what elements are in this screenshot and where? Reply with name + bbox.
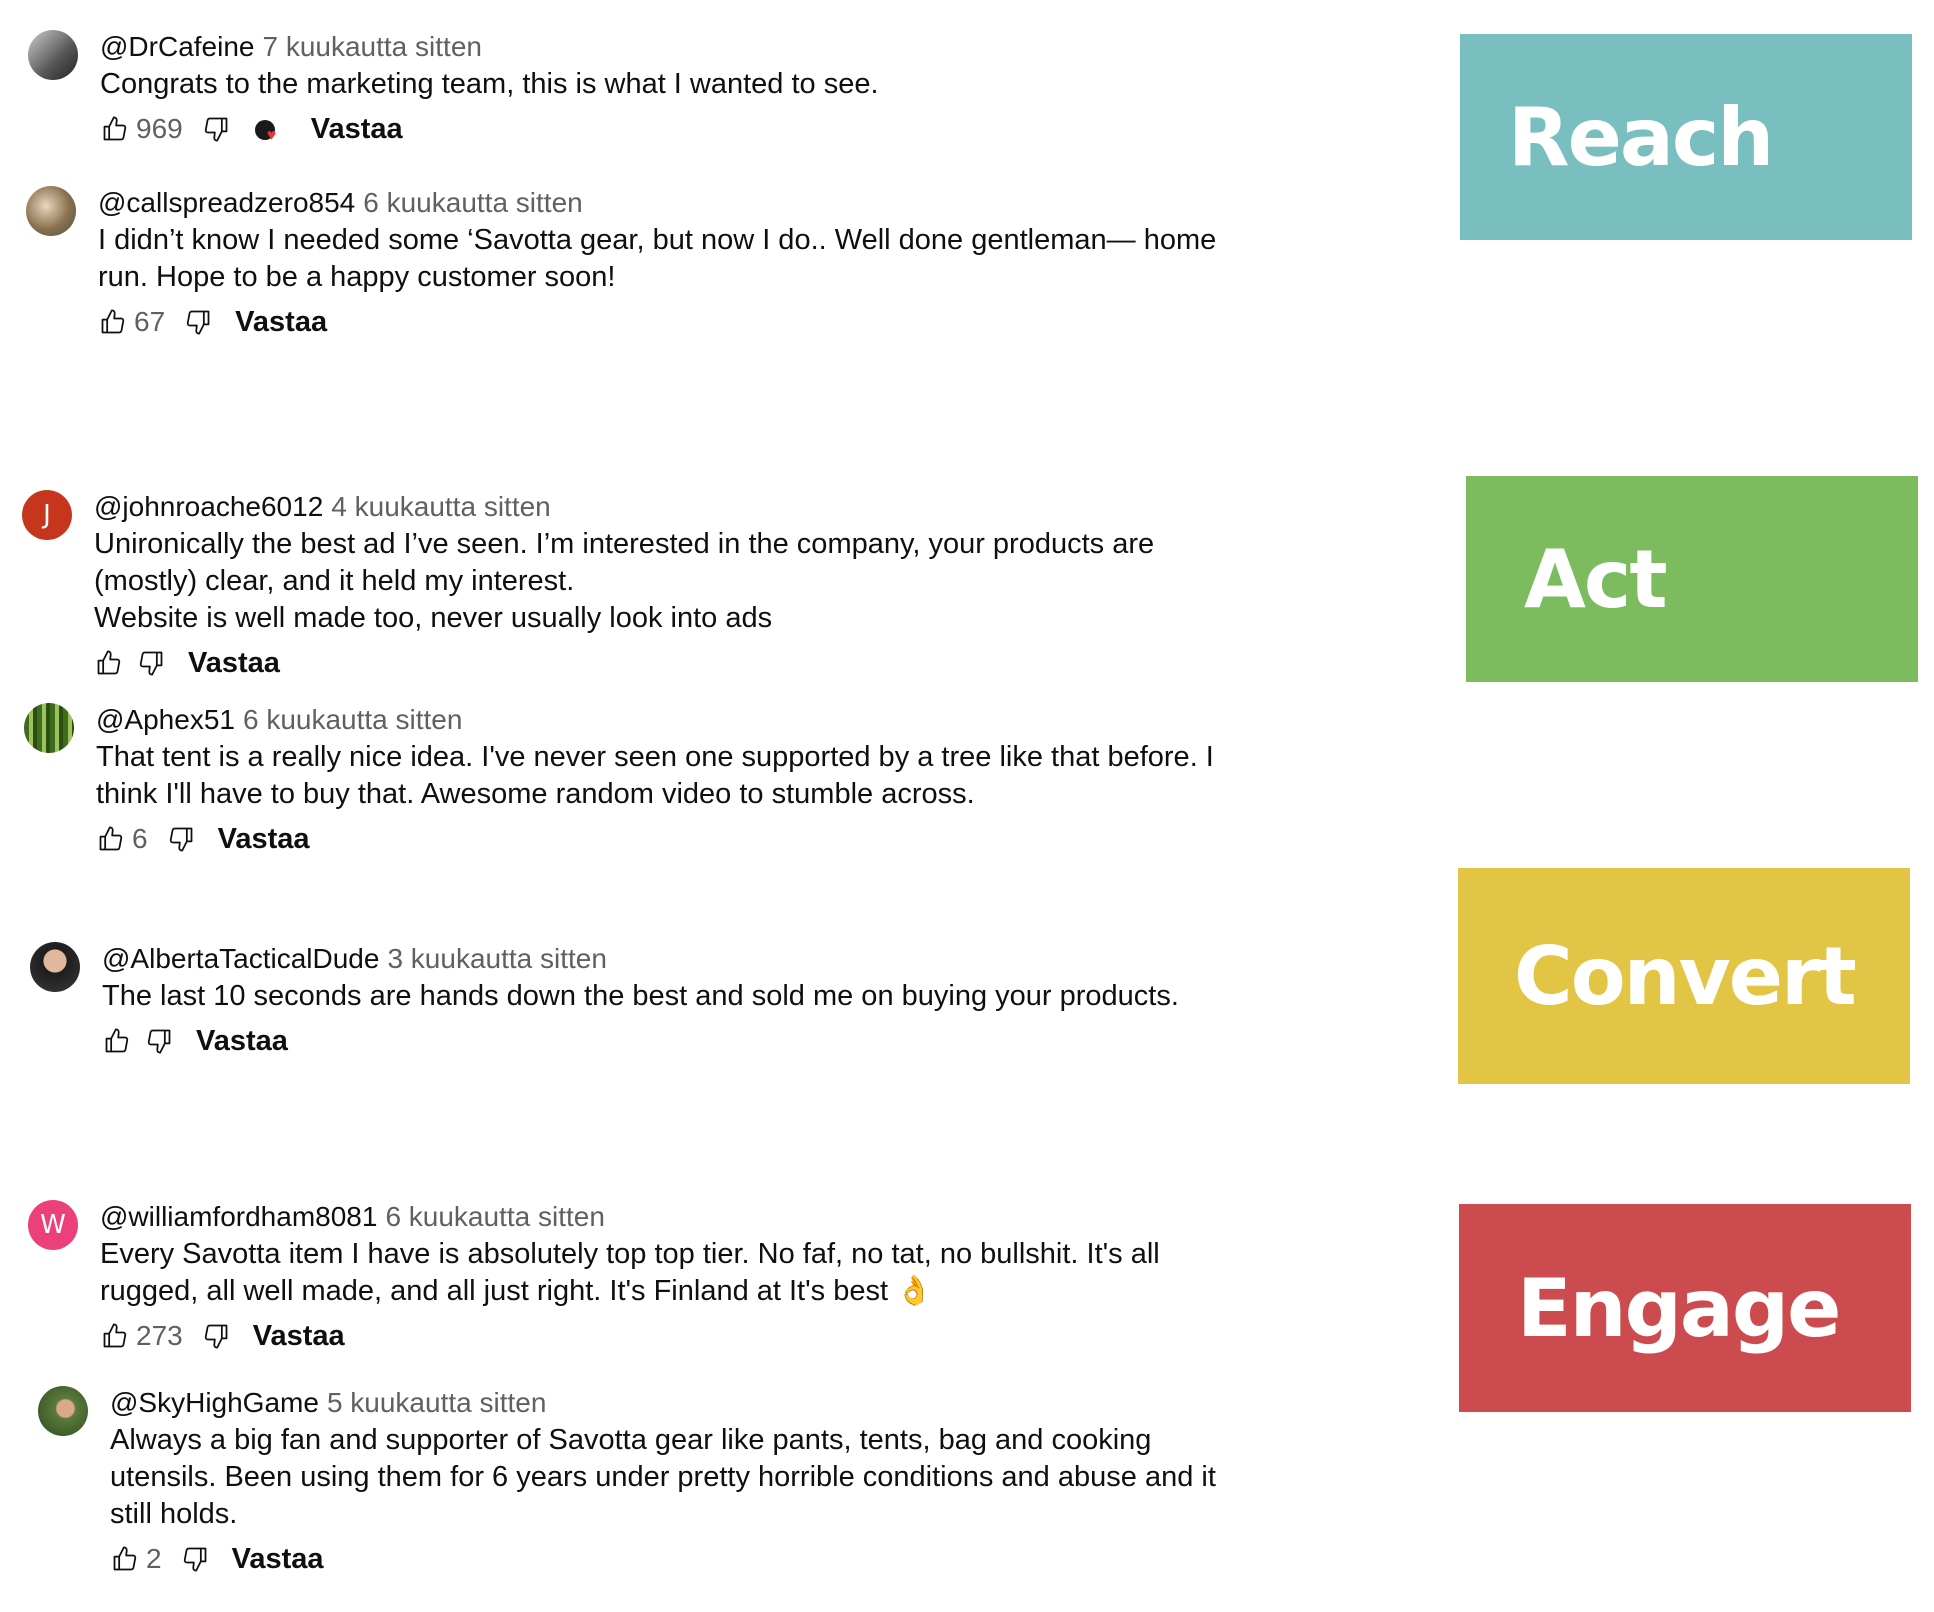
comment-actions (110, 1537, 1310, 1581)
comment-timestamp[interactable]: 5 kuukautta sitten (326, 1387, 547, 1418)
reply-button[interactable]: Vastaa (231, 1542, 324, 1575)
thumbs-down-icon[interactable] (180, 1544, 210, 1574)
comment-timestamp[interactable]: 6 kuukautta sitten (242, 704, 463, 735)
reply-button[interactable]: Vastaa (252, 1319, 345, 1352)
comment-timestamp[interactable]: 4 kuukautta sitten (331, 491, 551, 522)
comment-body (98, 184, 1298, 344)
comment-text: Always a big fan and supporter of Savotta gear like pants, tents, bag and cooking utensils. Been using them for 6 years under pretty horrible conditions and abuse and it still holds. (110, 1424, 1216, 1530)
comment-text: Congrats to the marketing team, this is what I wanted to see. (100, 68, 879, 100)
reply-button[interactable]: Vastaa (235, 305, 328, 338)
like-count: 969 (136, 113, 183, 144)
comment-actions (94, 641, 1294, 685)
like-count: 6 (132, 823, 148, 854)
thumbs-down-icon[interactable] (183, 307, 213, 337)
comment-timestamp[interactable]: 6 kuukautta sitten (385, 1201, 605, 1232)
avatar[interactable] (28, 1200, 78, 1250)
thumbs-up-icon[interactable] (102, 1026, 132, 1056)
like-count: 273 (136, 1320, 183, 1351)
comment-text: That tent is a really nice idea. I've never seen one supported by a tree like that before. I think I'll have to buy that. Awesome random video to stumble across. (96, 741, 1214, 810)
thumbs-up-icon[interactable] (100, 114, 130, 144)
comment-header (98, 184, 1298, 222)
reply-button[interactable]: Vastaa (217, 822, 310, 855)
reply-button[interactable]: Vastaa (196, 1024, 288, 1057)
avatar[interactable] (28, 30, 78, 80)
comment-header (102, 940, 1302, 978)
stage-act (1466, 476, 1918, 682)
comment-timestamp[interactable]: 3 kuukautta sitten (387, 943, 607, 974)
thumbs-up-icon[interactable] (100, 1321, 130, 1351)
stage-label: Reach (1508, 90, 1773, 184)
comment-body (100, 28, 1300, 151)
avatar[interactable] (38, 1386, 88, 1436)
avatar[interactable] (30, 942, 80, 992)
reply-button[interactable]: Vastaa (188, 646, 280, 679)
comment-actions (100, 107, 1300, 151)
comment-author[interactable]: @AlbertaTacticalDude (102, 943, 380, 974)
comment-text: Every Savotta item I have is absolutely top top tier. No faf, no tat, no bullshit. It's all rugged, all well made, and all just right. It's Finland at It's best 👌 (100, 1238, 1160, 1307)
comment-timestamp[interactable]: 6 kuukautta sitten (363, 187, 583, 218)
avatar[interactable] (24, 703, 74, 753)
comment-timestamp[interactable]: 7 kuukautta sitten (262, 31, 482, 62)
thumbs-up-icon[interactable] (94, 648, 124, 678)
comment-author[interactable]: @SkyHighGame (110, 1387, 319, 1418)
comment-body (94, 488, 1294, 685)
thumbs-down-icon[interactable] (201, 1321, 231, 1351)
comment-author[interactable]: @DrCafeine (100, 31, 255, 62)
comment-header (96, 701, 1296, 739)
thumbs-down-icon[interactable] (136, 648, 166, 678)
thumbs-up-icon[interactable] (98, 307, 128, 337)
avatar[interactable] (22, 490, 72, 540)
comment-actions (100, 1314, 1300, 1358)
thumbs-up-icon[interactable] (110, 1544, 140, 1574)
comment-body (100, 1198, 1300, 1358)
creator-heart-icon: ♥ (253, 114, 283, 144)
stage-convert (1458, 868, 1910, 1084)
comment-text: Unironically the best ad I’ve seen. I’m interested in the company, your products are (mostly) clear, and it held my interest. Website is well made too, never usually look into ads (94, 528, 1155, 634)
comment-text: I didn’t know I needed some ‘Savotta gear, but now I do.. Well done gentleman— home run. Hope to be a happy customer soon! (98, 224, 1217, 293)
stage-label: Act (1524, 532, 1666, 626)
comment-header (100, 1198, 1300, 1236)
thumbs-down-icon[interactable] (166, 824, 196, 854)
comment-header (94, 488, 1294, 526)
comment-text: The last 10 seconds are hands down the best and sold me on buying your products. (102, 980, 1179, 1012)
comment-header (110, 1384, 1310, 1422)
like-count: 67 (134, 306, 166, 337)
reply-button[interactable]: Vastaa (310, 112, 403, 145)
stage-reach (1460, 34, 1912, 240)
avatar-letter: J (43, 500, 51, 530)
comment-author[interactable]: @Aphex51 (96, 704, 235, 735)
comment-author[interactable]: @callspreadzero854 (98, 187, 356, 218)
avatar[interactable] (26, 186, 76, 236)
comment-body (110, 1384, 1310, 1581)
stage-label: Convert (1514, 929, 1855, 1023)
comment-author[interactable]: @williamfordham8081 (100, 1201, 378, 1232)
like-count: 2 (146, 1543, 162, 1574)
thumbs-down-icon[interactable] (144, 1026, 174, 1056)
comment-body (102, 940, 1302, 1063)
comment-author[interactable]: @johnroache6012 (94, 491, 324, 522)
comment-actions (98, 300, 1298, 344)
comment-actions (96, 817, 1296, 861)
stage-label: Engage (1517, 1261, 1840, 1355)
comment-header (100, 28, 1300, 66)
thumbs-down-icon[interactable] (201, 114, 231, 144)
comment-actions (102, 1019, 1302, 1063)
avatar-letter: W (40, 1210, 66, 1240)
comment-body (96, 701, 1296, 861)
stage-engage (1459, 1204, 1911, 1412)
thumbs-up-icon[interactable] (96, 824, 126, 854)
